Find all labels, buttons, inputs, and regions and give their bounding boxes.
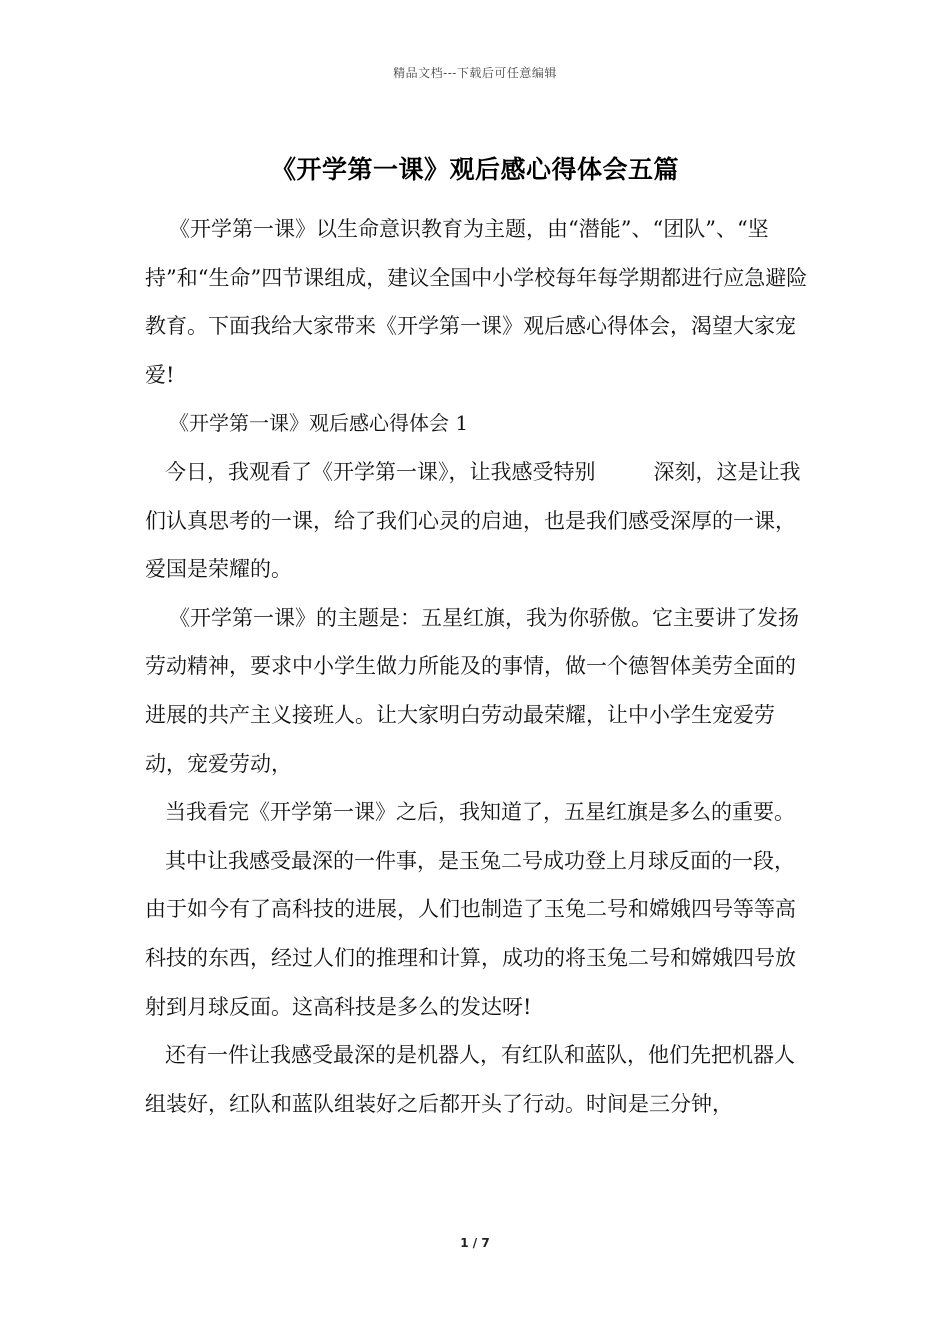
body-paragraph-1 (145, 448, 815, 594)
document-body (145, 205, 815, 1128)
document-title: 《开学第一课》观后感心得体会五篇 (270, 155, 679, 184)
page-number: 1 / 7 (460, 1236, 490, 1250)
intro-paragraph: 《开学第一课》以生命意识教育为主题，由“潜能”、“团队”、“坚持”和“生命”四节课组成，建议全国中小学校每年每学期都进行应急避险教育。下面我给大家带来《开学第一课》观后感心得体会，渴望大家宠爱! (145, 217, 808, 387)
paragraph-1-part-2: 深刻，这是让我们认真思考的一课，给了我们心灵的启迪，也是我们感受深厚的一课，爱国是荣耀的。 (145, 459, 801, 582)
section-heading: 《开学第一课》观后感心得体会 1 (169, 411, 469, 436)
paragraph-1-part-1: 今日，我观看了《开学第一课》，让我感受特别 (165, 459, 596, 484)
body-paragraph-2: 《开学第一课》的主题是：五星红旗，我为你骄傲。它主要讲了发扬劳动精神，要求中小学生做力所能及的事情，做一个德智体美劳全面的进展的共产主义接班人。让大家明白劳动最荣耀，让中小学生宠爱劳动，宠爱劳动， (145, 605, 799, 776)
body-paragraph-5: 还有一件让我感受最深的是机器人，有红队和蓝队，他们先把机器人组装好，红队和蓝队组装好之后都开头了行动。时间是三分钟， (145, 1043, 795, 1116)
page-header: 精品文档---下载后可任意编辑 (393, 66, 557, 80)
body-paragraph-4: 其中让我感受最深的一件事，是玉兔二号成功登上月球反面的一段，由于如今有了高科技的进展，人们也制造了玉兔二号和嫦娥四号等等高科技的东西，经过人们的推理和计算，成功的将玉兔二号和嫦娥四号放射到月球反面。这高科技是多么的发达呀! (145, 848, 796, 1019)
body-paragraph-3: 当我看完《开学第一课》之后，我知道了，五星红旗是多么的重要。 (165, 800, 795, 825)
